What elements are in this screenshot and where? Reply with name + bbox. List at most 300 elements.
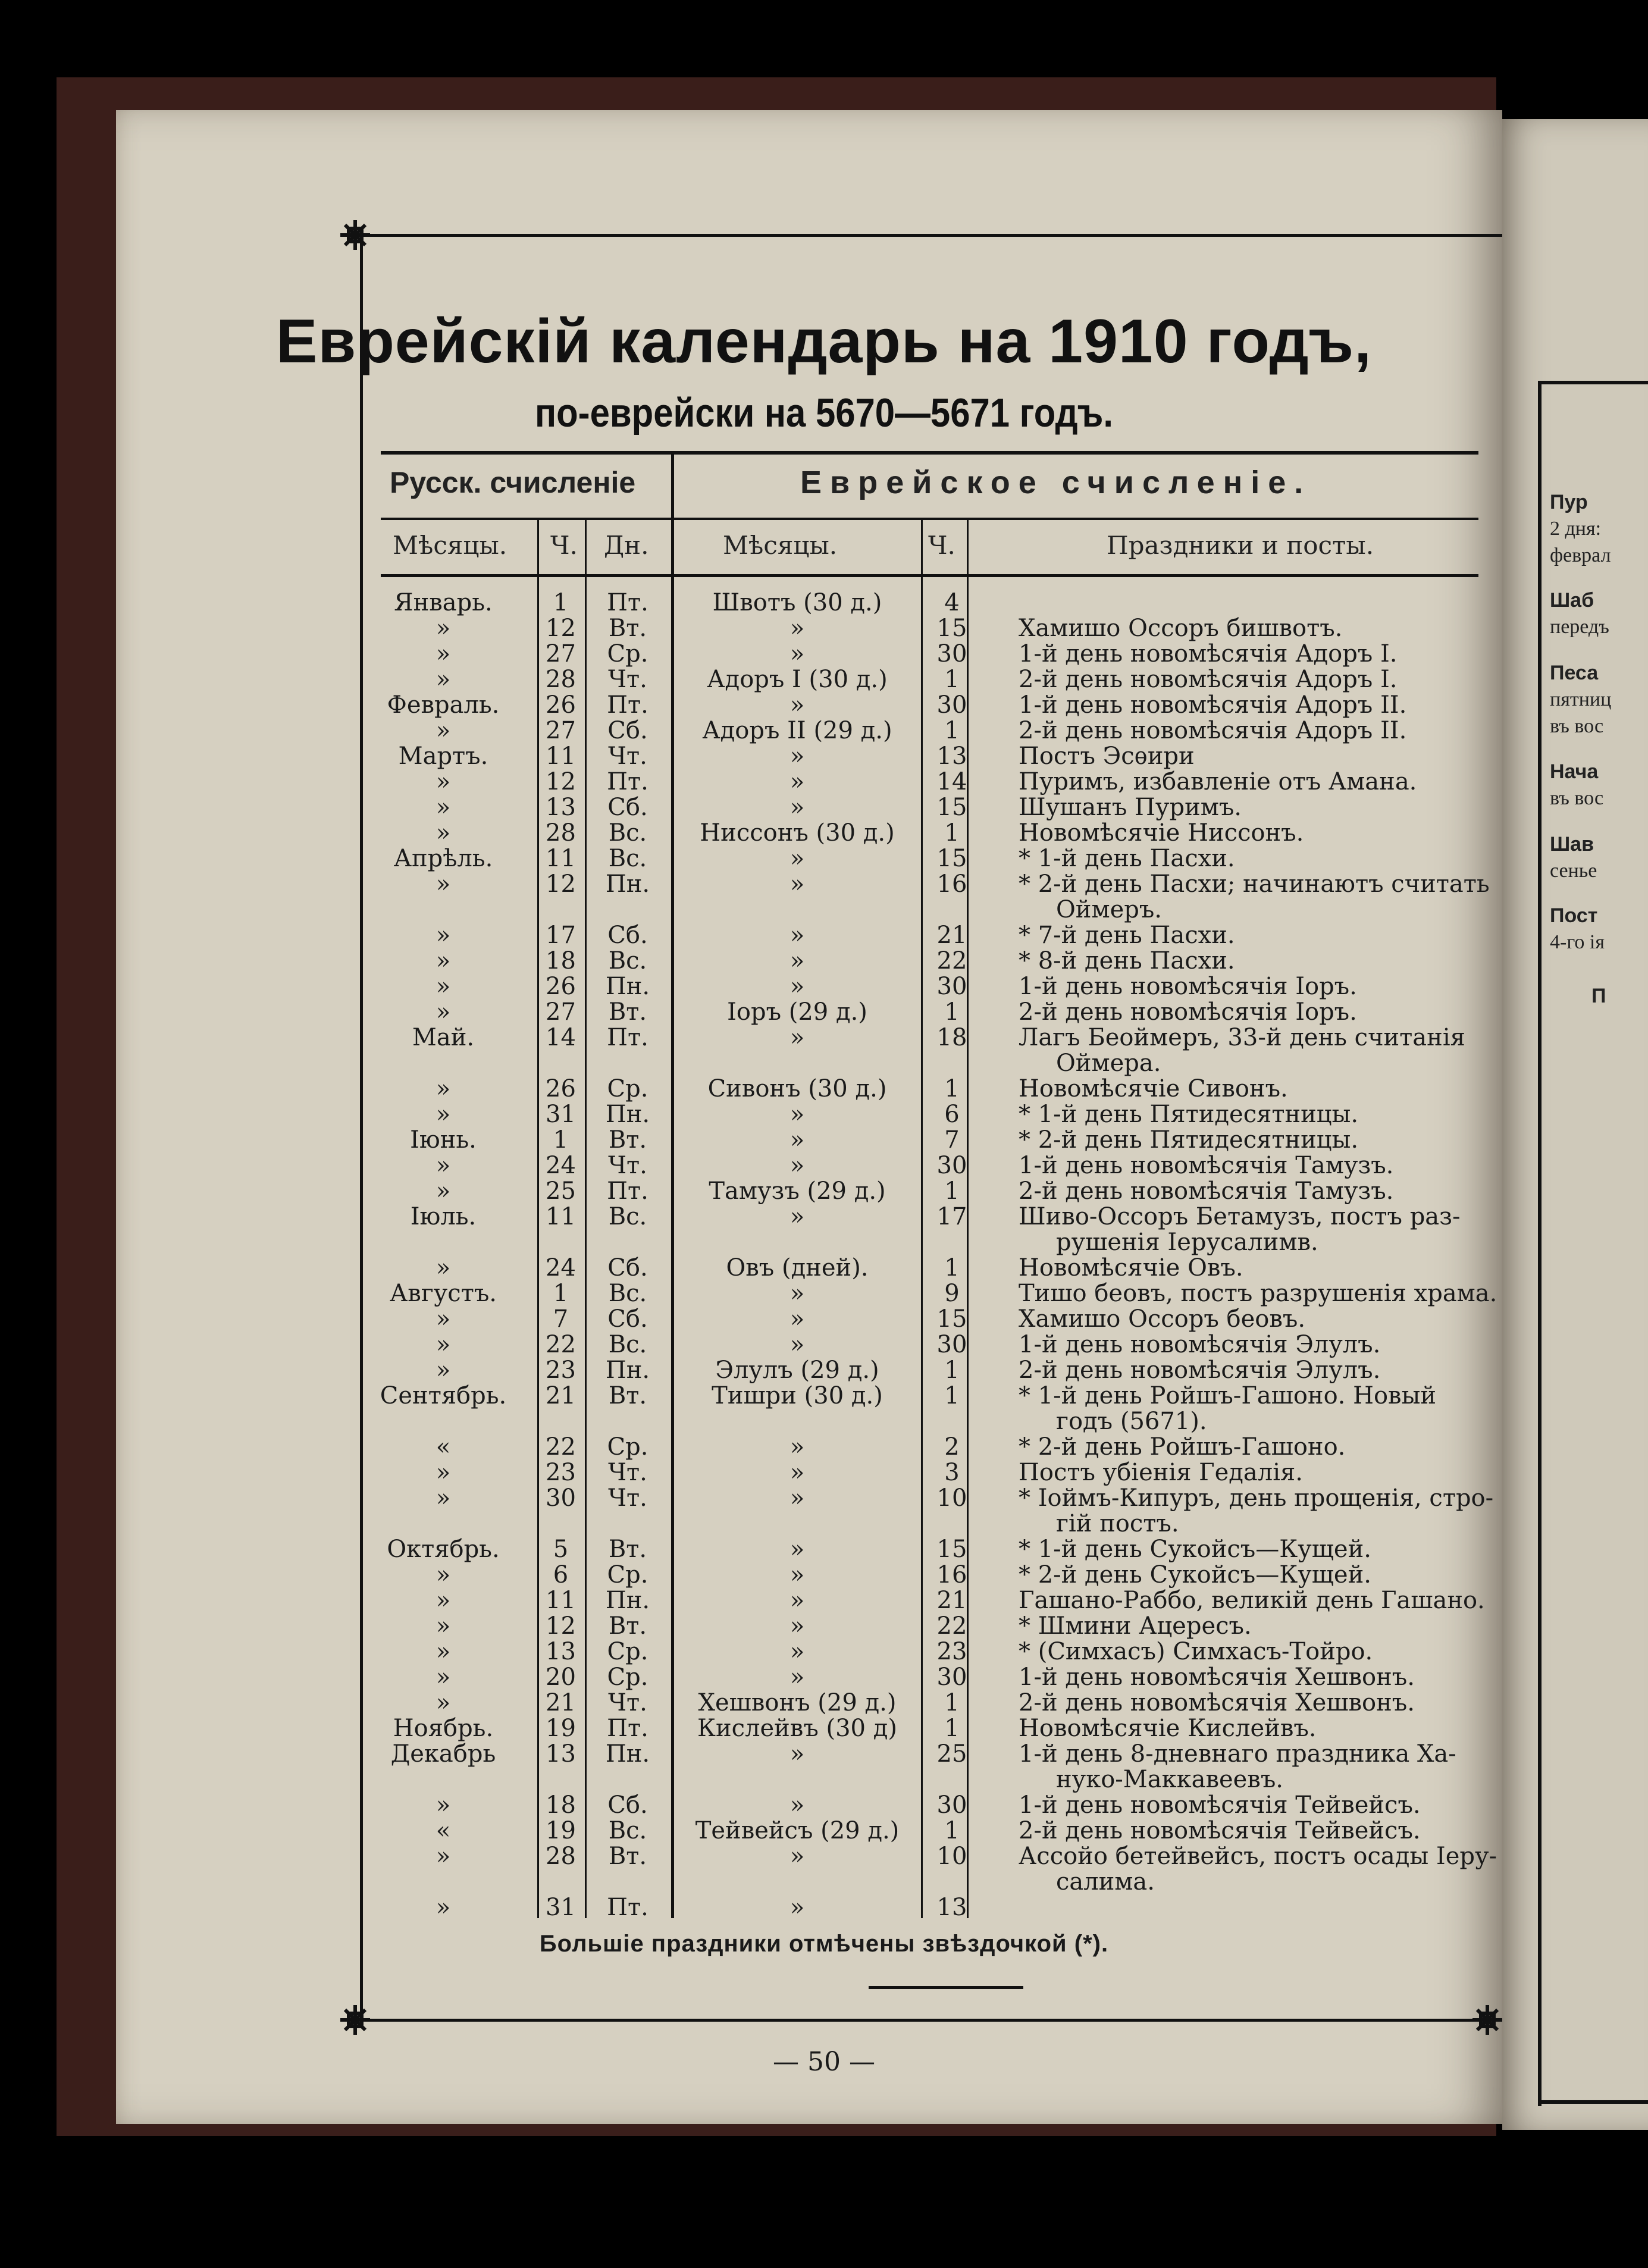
jewish-day-cell: 10 [936,1484,967,1512]
holiday-cell: Ассойо бетейвейсъ, постъ осады Іеру- [1019,1843,1497,1870]
weekday-cell: Сб. [607,1254,648,1282]
jewish-month-cell: » [789,1561,805,1589]
weekday-cell: Вс. [608,1817,647,1844]
jewish-day-cell: 1 [944,1382,960,1409]
russian-day-cell: 12 [546,615,576,642]
russian-day-cell: 1 [553,1126,569,1154]
jewish-month-cell: » [789,1740,805,1768]
russian-day-cell: 13 [546,1638,576,1665]
weekday-cell: Пт. [607,1894,648,1921]
jewish-month-cell: Ниссонъ (30 д.) [700,819,895,847]
holiday-cell: 1-й день новомѣсячія Іоръ. [1019,973,1357,1000]
holiday-cell: 1-й день новомѣсячія Хешвонъ. [1019,1664,1415,1691]
jewish-day-cell: 3 [944,1459,960,1486]
jewish-day-cell: 13 [936,1894,967,1921]
jewish-day-cell: 1 [944,1357,960,1384]
jewish-month-cell: » [789,1536,805,1563]
holiday-cell: * 8-й день Пасхи. [1019,947,1235,975]
jewish-day-cell: 30 [936,691,967,719]
holiday-cell: 1-й день новомѣсячія Адоръ I. [1019,640,1398,668]
russian-day-cell: 22 [546,1433,576,1461]
russian-day-cell: 28 [546,666,576,693]
holiday-cell: * 2-й день Пасхи; начинаютъ считать [1019,870,1490,898]
jewish-month-cell: » [789,640,805,668]
weekday-cell: Вт. [608,998,647,1026]
weekday-cell: Вс. [608,947,647,975]
weekday-cell: Сб. [607,717,648,744]
jewish-month-cell: » [789,768,805,795]
russian-day-cell: 1 [553,1280,569,1307]
ornament-corner-icon [334,1999,376,2041]
russian-month-cell: » [436,1791,451,1819]
jewish-day-cell: 7 [944,1126,960,1154]
jewish-month-cell: » [789,845,805,872]
jewish-day-cell: 30 [936,1331,967,1358]
fragment-line: 2 дня: [1550,518,1602,540]
russian-month-cell: » [436,1075,451,1102]
holiday-cell: Новомѣсячіе Сивонъ. [1019,1075,1288,1102]
jewish-month-cell: » [789,1664,805,1691]
holiday-cell: 1-й день новомѣсячія Адоръ II. [1019,691,1407,719]
jewish-day-cell: 15 [936,615,967,642]
russian-month-cell: » [436,922,451,949]
jewish-day-cell: 1 [944,1177,960,1205]
jewish-month-cell: Тейвейсъ (29 д.) [695,1817,900,1844]
jewish-month-cell: » [789,1791,805,1819]
jewish-month-cell: » [789,1203,805,1230]
jewish-day-cell: 15 [936,1536,967,1563]
russian-month-cell: Декабрь [390,1740,496,1768]
russian-day-cell: 18 [546,1791,576,1819]
jewish-month-cell: » [789,794,805,821]
jewish-month-cell: » [789,1638,805,1665]
holiday-cell: 1-й день новомѣсячія Тейвейсъ. [1019,1791,1421,1819]
jewish-month-cell: » [789,615,805,642]
jewish-day-cell: 9 [944,1280,960,1307]
jewish-month-cell: Овъ (дней). [726,1254,869,1282]
weekday-cell: Сб. [607,1305,648,1333]
holiday-cell-continuation: Оймеръ. [1056,896,1163,923]
weekday-cell: Вт. [608,615,647,642]
fragment-line: сенье [1550,860,1597,882]
holiday-cell: * 2-й день Сукойсъ—Кущей. [1019,1561,1371,1589]
russian-day-cell: 26 [546,1075,576,1102]
russian-day-cell: 11 [546,1587,576,1614]
weekday-cell: Пт. [607,1715,648,1742]
weekday-cell: Пн. [605,1740,650,1768]
fragment-line: пятниц [1550,688,1612,710]
holiday-cell-continuation: Оймера. [1056,1050,1161,1077]
holiday-cell: Новомѣсячіе Кислейвъ. [1019,1715,1317,1742]
russian-month-cell: » [436,666,451,693]
weekday-cell: Вт. [608,1126,647,1154]
jewish-day-cell: 14 [936,768,967,795]
russian-month-cell: » [436,1331,451,1358]
jewish-month-cell: » [789,1331,805,1358]
holiday-cell: 2-й день новомѣсячія Тамузъ. [1019,1177,1394,1205]
holiday-cell: Постъ убіенія Гедалія. [1019,1459,1303,1486]
russian-month-cell: » [436,1254,451,1282]
russian-month-cell: Іюнь. [410,1126,477,1154]
russian-month-cell: » [436,1459,451,1486]
jewish-day-cell: 23 [936,1638,967,1665]
weekday-cell: Вт. [608,1382,647,1409]
russian-day-cell: 28 [546,819,576,847]
ornament-corner-icon [1467,1999,1508,2041]
holiday-cell: 2-й день новомѣсячія Элулъ. [1019,1357,1381,1384]
jewish-month-cell: Хешвонъ (29 д.) [698,1689,897,1716]
holiday-cell: Хамишо Оссоръ беовъ. [1019,1305,1306,1333]
holiday-cell: * (Симхасъ) Симхасъ-Тойро. [1019,1638,1373,1665]
jewish-day-cell: 15 [936,1305,967,1333]
weekday-cell: Вс. [608,819,647,847]
weekday-cell: Чт. [608,1152,647,1179]
holiday-cell: Шиво-Оссоръ Бетамузъ, постъ раз- [1019,1203,1461,1230]
russian-month-cell: » [436,998,451,1026]
russian-day-cell: 24 [546,1152,576,1179]
holiday-cell: * 2-й день Ройшъ-Гашоно. [1019,1433,1346,1461]
fragment-line: П [1591,985,1606,1007]
weekday-cell: Ср. [607,1638,648,1665]
russian-day-cell: 13 [546,1740,576,1768]
page-title: Еврейскій календарь на 1910 годъ, [276,307,1372,376]
jewish-month-cell: » [789,1484,805,1512]
weekday-cell: Чт. [608,1689,647,1716]
jewish-day-cell: 18 [936,1024,967,1051]
holiday-cell: 1-й день новомѣсячія Элулъ. [1019,1331,1381,1358]
fragment-line: въ вос [1550,715,1604,737]
weekday-cell: Пт. [607,1024,648,1051]
russian-month-cell: » [436,1664,451,1691]
russian-month-cell: » [436,1843,451,1870]
russian-month-cell: » [436,1305,451,1333]
russian-month-cell: » [436,973,451,1000]
holiday-cell-continuation: рушенія Іерусалимв. [1056,1229,1318,1256]
weekday-cell: Ср. [607,1664,648,1691]
russian-month-cell: » [436,1638,451,1665]
jewish-month-cell: » [789,1894,805,1921]
russian-day-cell: 7 [553,1305,569,1333]
jewish-month-cell: Швотъ (30 д.) [712,589,882,616]
holiday-cell: Постъ Эсѳири [1019,743,1195,770]
russian-month-cell: » [436,615,451,642]
russian-month-cell: Августъ. [390,1280,497,1307]
russian-day-cell: 14 [546,1024,576,1051]
weekday-cell: Пн. [605,1587,650,1614]
weekday-cell: Ср. [607,1433,648,1461]
holiday-cell: Пуримъ, избавленіе отъ Амана. [1019,768,1417,795]
russian-day-cell: 26 [546,973,576,1000]
jewish-day-cell: 25 [936,1740,967,1768]
jewish-month-cell: Адоръ II (29 д.) [702,717,892,744]
russian-day-cell: 11 [546,845,576,872]
jewish-month-cell: » [789,947,805,975]
russian-month-cell: » [436,1357,451,1384]
fragment-line: Нача [1550,760,1599,783]
holiday-cell: * 1-й день Сукойсъ—Кущей. [1019,1536,1371,1563]
russian-day-cell: 27 [546,998,576,1026]
footnote-rule [869,1986,1023,1989]
holiday-cell: * 1-й день Пятидесятницы. [1019,1101,1359,1128]
russian-day-cell: 21 [546,1382,576,1409]
jewish-day-cell: 10 [936,1843,967,1870]
jewish-month-cell: » [789,973,805,1000]
russian-day-cell: 6 [553,1561,569,1589]
fragment-line: феврал [1550,544,1611,566]
jewish-day-cell: 4 [944,589,960,616]
weekday-cell: Сб. [607,922,648,949]
jewish-day-cell: 15 [936,794,967,821]
weekday-cell: Чт. [608,1459,647,1486]
russian-day-cell: 12 [546,870,576,898]
holiday-cell-continuation: гій постъ. [1056,1510,1179,1537]
jewish-month-cell: Іоръ (29 д.) [727,998,867,1026]
holiday-cell: 2-й день новомѣсячія Адоръ II. [1019,717,1407,744]
fragment-line: Шаб [1550,589,1594,612]
russian-month-cell: » [436,1484,451,1512]
russian-month-cell: Май. [412,1024,475,1051]
weekday-cell: Сб. [607,1791,648,1819]
russian-day-cell: 20 [546,1664,576,1691]
jewish-day-cell: 16 [936,870,967,898]
weekday-cell: Пт. [607,768,648,795]
russian-month-cell: » [436,1561,451,1589]
weekday-cell: Вт. [608,1536,647,1563]
russian-day-cell: 5 [553,1536,569,1563]
jewish-month-cell: » [789,1587,805,1614]
jewish-day-cell: 30 [936,640,967,668]
jewish-month-cell: » [789,1126,805,1154]
russian-month-cell: Ноябрь. [393,1715,494,1742]
jewish-day-cell: 1 [944,1254,960,1282]
jewish-day-cell: 2 [944,1433,960,1461]
jewish-day-cell: 21 [936,1587,967,1614]
weekday-cell: Чт. [608,1484,647,1512]
russian-month-cell: » [436,794,451,821]
weekday-cell: Сб. [607,794,648,821]
jewish-month-cell: » [789,1152,805,1179]
jewish-month-cell: » [789,922,805,949]
jewish-month-cell: » [789,1433,805,1461]
holiday-cell-continuation: годъ (5671). [1056,1408,1207,1435]
holiday-cell: 2-й день новомѣсячія Іоръ. [1019,998,1357,1026]
weekday-cell: Пн. [605,1357,650,1384]
jewish-day-cell: 30 [936,973,967,1000]
jewish-day-cell: 17 [936,1203,967,1230]
jewish-day-cell: 22 [936,1612,967,1640]
jewish-month-cell: » [789,1024,805,1051]
russian-month-cell: » [436,640,451,668]
weekday-cell: Пт. [607,1177,648,1205]
russian-month-cell: Октябрь. [387,1536,500,1563]
russian-month-cell: » [436,1152,451,1179]
jewish-reckoning-header: Еврейское счисленіе. [800,465,1312,500]
russian-day-cell: 24 [546,1254,576,1282]
jewish-day-cell: 22 [936,947,967,975]
russian-day-cell: 30 [546,1484,576,1512]
jewish-month-cell: Тамузъ (29 д.) [709,1177,886,1205]
holiday-cell: Гашано-Раббо, великій день Гашано. [1019,1587,1485,1614]
russian-day-cell: 31 [546,1101,576,1128]
russian-month-cell: » [436,1587,451,1614]
russian-month-cell: » [436,717,451,744]
jewish-day-cell: 1 [944,819,960,847]
russian-month-cell: » [436,1612,451,1640]
holiday-cell: Тишо беовъ, постъ разрушенія храма. [1019,1280,1497,1307]
russian-day-cell: 28 [546,1843,576,1870]
jewish-day-cell: 1 [944,717,960,744]
jewish-day-cell: 15 [936,845,967,872]
russian-day-cell: 1 [553,589,569,616]
russian-month-cell: » [436,1177,451,1205]
holiday-cell-continuation: нуко-Маккавеевъ. [1056,1766,1283,1793]
weekday-cell: Вт. [608,1843,647,1870]
russian-day-cell: 26 [546,691,576,719]
russian-day-cell: 27 [546,717,576,744]
fragment-line: Пост [1550,904,1598,927]
jewish-day-cell: 1 [944,1817,960,1844]
frame-top [354,234,1502,237]
table-rule-columns [381,574,1478,577]
page-subtitle: по-еврейски на 5670—5671 годъ. [534,390,1114,436]
russian-day-cell: 23 [546,1357,576,1384]
weekday-cell: Пн. [605,973,650,1000]
weekday-cell: Вс. [608,1280,647,1307]
jewish-day-cell: 6 [944,1101,960,1128]
ornament-corner-icon [334,214,376,256]
holiday-cell-continuation: салима. [1056,1868,1155,1896]
column-header-holidays: Праздники и посты. [1107,531,1374,560]
weekday-cell: Вс. [608,845,647,872]
weekday-cell: Ср. [607,640,648,668]
weekday-cell: Вт. [608,1612,647,1640]
jewish-day-cell: 1 [944,1689,960,1716]
holiday-cell: * Шмини Ацересъ. [1019,1612,1252,1640]
fragment-line: Песа [1550,662,1599,684]
russian-reckoning-header: Русск. счисленіе [390,466,636,499]
holiday-cell: Лагъ Беоймеръ, 33-й день считанія [1019,1024,1465,1051]
holiday-cell: 2-й день новомѣсячія Адоръ I. [1019,666,1398,693]
fragment-line: въ вос [1550,787,1604,809]
jewish-day-cell: 1 [944,998,960,1026]
holiday-cell: 2-й день новомѣсячія Тейвейсъ. [1019,1817,1421,1844]
weekday-cell: Вс. [608,1331,647,1358]
jewish-month-cell: Кислейвъ (30 д) [697,1715,897,1742]
weekday-cell: Вс. [608,1203,647,1230]
jewish-month-cell: » [789,1459,805,1486]
jewish-day-cell: 1 [944,1715,960,1742]
jewish-month-cell: Элулъ (29 д.) [715,1357,879,1384]
russian-month-cell: » [436,1894,451,1921]
fragment-line: Шав [1550,833,1594,856]
jewish-month-cell: » [789,1843,805,1870]
weekday-cell: Пт. [607,691,648,719]
jewish-month-cell: Тишри (30 д.) [712,1382,883,1409]
holiday-cell: * 1-й день Ройшъ-Гашоно. Новый [1019,1382,1437,1409]
jewish-day-cell: 1 [944,1075,960,1102]
page-number: — 50 — [773,2047,875,2077]
jewish-day-cell: 16 [936,1561,967,1589]
fragment-line: 4-го ія [1550,931,1605,953]
jewish-month-cell: » [789,1612,805,1640]
table-rule-top [381,451,1478,455]
russian-day-cell: 18 [546,947,576,975]
russian-month-cell: « [436,1433,451,1461]
russian-day-cell: 25 [546,1177,576,1205]
holiday-cell: 1-й день новомѣсячія Тамузъ. [1019,1152,1394,1179]
russian-day-cell: 19 [546,1715,576,1742]
footnote: Большіе праздники отмѣчены звѣздочкой (*). [539,1931,1109,1957]
holiday-cell: * 7-й день Пасхи. [1019,922,1235,949]
russian-day-cell: 19 [546,1817,576,1844]
russian-day-cell: 11 [546,1203,576,1230]
russian-day-cell: 13 [546,794,576,821]
russian-month-cell: Іюль. [410,1203,477,1230]
russian-day-cell: 27 [546,640,576,668]
weekday-cell: Чт. [608,743,647,770]
russian-day-cell: 11 [546,743,576,770]
jewish-month-cell: » [789,1305,805,1333]
holiday-cell: Новомѣсячіе Ниссонъ. [1019,819,1304,847]
weekday-cell: Пн. [605,1101,650,1128]
russian-day-cell: 22 [546,1331,576,1358]
jewish-day-cell: 13 [936,743,967,770]
weekday-cell: Ср. [607,1075,648,1102]
jewish-month-cell: » [789,870,805,898]
russian-day-cell: 12 [546,768,576,795]
table-rule-header [381,518,1478,520]
weekday-cell: Пт. [607,589,648,616]
jewish-day-cell: 30 [936,1664,967,1691]
russian-month-cell: » [436,947,451,975]
holiday-cell: 1-й день 8-дневнаго праздника Ха- [1019,1740,1456,1768]
russian-month-cell: » [436,819,451,847]
column-header-day: Ч. [550,531,578,560]
russian-month-cell: Апрѣль. [393,845,493,872]
jewish-day-cell: 21 [936,922,967,949]
russian-month-cell: » [436,1101,451,1128]
russian-day-cell: 12 [546,1612,576,1640]
jewish-month-cell: » [789,691,805,719]
weekday-cell: Ср. [607,1561,648,1589]
holiday-cell: Хамишо Оссоръ бишвотъ. [1019,615,1343,642]
russian-month-cell: Февраль. [387,691,500,719]
russian-day-cell: 23 [546,1459,576,1486]
column-header-jewish-months: Мѣсяцы. [723,531,838,560]
russian-month-cell: « [436,1817,451,1844]
russian-month-cell: » [436,768,451,795]
holiday-cell: Новомѣсячіе Овъ. [1019,1254,1243,1282]
holiday-cell: Шушанъ Пуримъ. [1019,794,1242,821]
jewish-day-cell: 1 [944,666,960,693]
russian-day-cell: 21 [546,1689,576,1716]
russian-month-cell: Мартъ. [398,743,488,770]
column-header-jewish-day: Ч. [928,531,955,560]
holiday-cell: * 2-й день Пятидесятницы. [1019,1126,1359,1154]
column-header-months: Мѣсяцы. [393,531,507,560]
jewish-month-cell: » [789,743,805,770]
russian-month-cell: » [436,1689,451,1716]
jewish-month-cell: » [789,1101,805,1128]
jewish-month-cell: Адоръ I (30 д.) [707,666,888,693]
frame-bottom [354,2019,1502,2022]
fragment-line: передъ [1550,616,1609,638]
russian-month-cell: » [436,870,451,898]
weekday-cell: Чт. [608,666,647,693]
holiday-cell: * 1-й день Пасхи. [1019,845,1235,872]
holiday-cell: * Іоймъ-Кипуръ, день прощенія, стро- [1019,1484,1494,1512]
column-divider [585,520,587,1918]
